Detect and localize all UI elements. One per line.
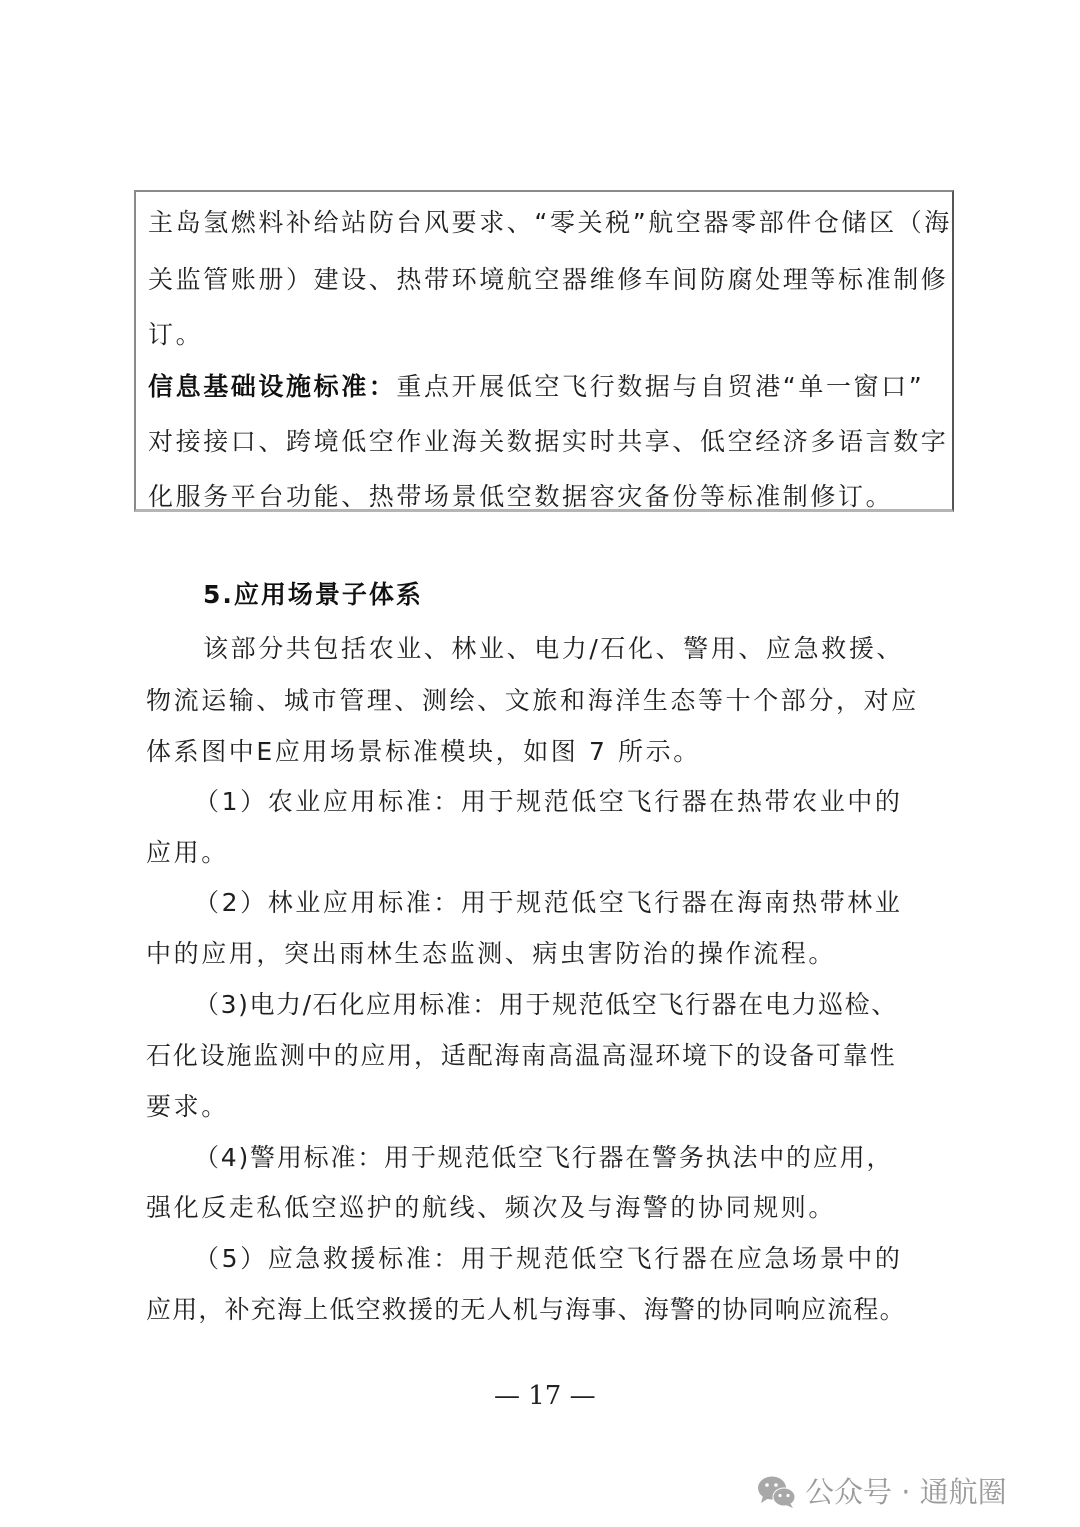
item-4-line-2: 强化反走私低空巡护的航线、频次及与海警的协同规则。 bbox=[146, 1193, 837, 1222]
box-line-3: 订。 bbox=[148, 320, 204, 349]
info-infrastructure-paragraph bbox=[148, 372, 924, 402]
item-2-line-2: 中的应用，突出雨林生态监测、病虫害防治的操作流程。 bbox=[146, 939, 837, 968]
box-line-2: 关监管账册）建设、热带环境航空器维修车间防腐处理等标准制修 bbox=[148, 265, 949, 294]
wechat-icon bbox=[757, 1474, 797, 1510]
bordered-text-box bbox=[134, 190, 954, 512]
info-line-1: 重点开展低空飞行数据与自贸港“单一窗口” bbox=[396, 372, 925, 401]
item-3-line-1: （3)电力/石化应用标准：用于规范低空飞行器在电力巡检、 bbox=[194, 990, 898, 1019]
item-5-line-2: 应用，补充海上低空救援的无人机与海事、海警的协同响应流程。 bbox=[146, 1295, 906, 1324]
box-line-1: 主岛氢燃料补给站防台风要求、“零关税”航空器零部件仓储区（海 bbox=[148, 208, 952, 237]
intro-line-1: 该部分共包括农业、林业、电力/石化、警用、应急救援、 bbox=[203, 634, 905, 663]
watermark-text: 公众号 · 通航圈 bbox=[805, 1475, 1007, 1509]
item-4-line-1: （4)警用标准：用于规范低空飞行器在警务执法中的应用， bbox=[194, 1143, 894, 1172]
section-heading: 5.应用场景子体系 bbox=[203, 580, 423, 609]
intro-line-3: 体系图中E应用场景标准模块，如图 7 所示。 bbox=[146, 737, 701, 766]
item-5-line-1: （5）应急救援标准：用于规范低空飞行器在应急场景中的 bbox=[194, 1244, 903, 1273]
intro-line-2: 物流运输、城市管理、测绘、文旅和海洋生态等十个部分，对应 bbox=[146, 686, 919, 715]
page-number: — 17 — bbox=[494, 1381, 596, 1411]
info-line-3: 化服务平台功能、热带场景低空数据容灾备份等标准制修订。 bbox=[148, 482, 894, 511]
info-line-2: 对接接口、跨境低空作业海关数据实时共享、低空经济多语言数字 bbox=[148, 427, 949, 456]
info-infrastructure-label: 信息基础设施标准： bbox=[148, 372, 397, 401]
item-3-line-3: 要求。 bbox=[146, 1092, 229, 1121]
watermark bbox=[757, 1474, 1007, 1510]
item-3-line-2: 石化设施监测中的应用，适配海南高温高湿环境下的设备可靠性 bbox=[146, 1041, 897, 1070]
item-1-line-2: 应用。 bbox=[146, 838, 229, 867]
item-2-line-1: （2）林业应用标准：用于规范低空飞行器在海南热带林业 bbox=[194, 888, 903, 917]
item-1-line-1: （1）农业应用标准：用于规范低空飞行器在热带农业中的 bbox=[194, 787, 903, 816]
